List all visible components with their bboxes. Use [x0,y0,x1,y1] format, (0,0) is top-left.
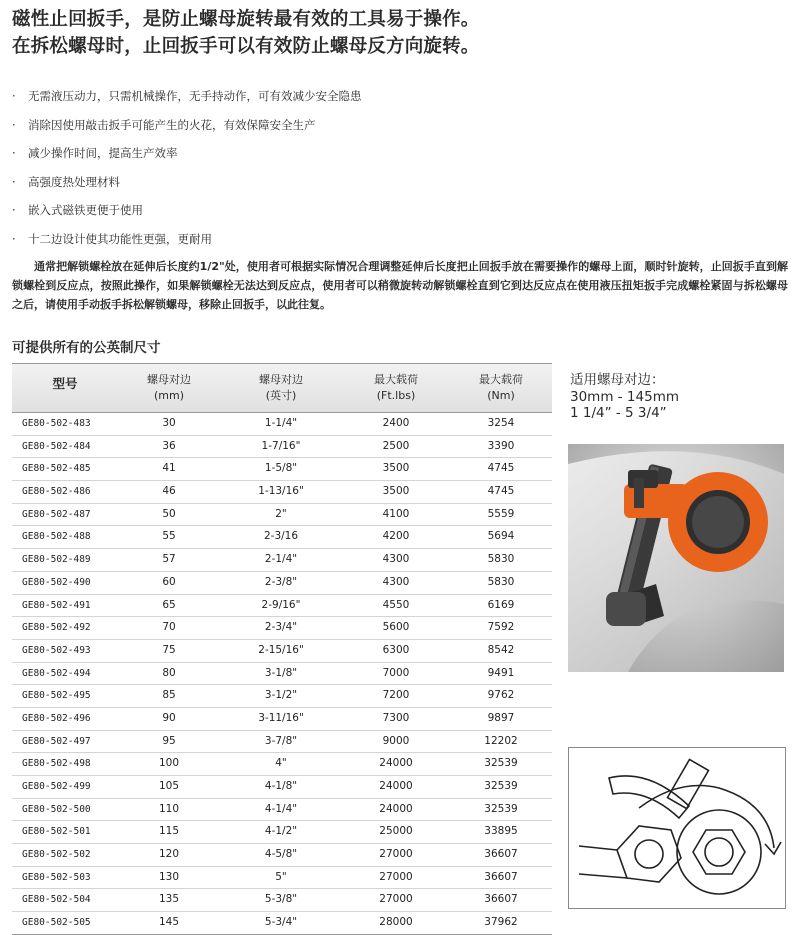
table-row [12,821,552,844]
cell-mm: 90 [162,711,176,724]
table-row [12,481,552,504]
cell-inch: 4" [275,757,287,770]
bullet-dot: · [12,117,16,132]
cell-mm: 46 [162,485,176,498]
cell-inch: 1-7/16" [261,439,301,452]
cell-nm: 36607 [484,848,518,861]
header-inch-unit: (英寸) [265,389,297,402]
table-row [12,549,552,572]
cell-nm: 9491 [487,666,515,679]
cell-model: GE80-502-485 [22,463,91,475]
cell-inch: 4-1/8" [264,780,298,792]
table-row [12,663,552,686]
product-photo [568,444,784,672]
table-row [12,526,552,549]
header-mm-unit: (mm) [153,389,184,402]
header-ftlbs-label: 最大载荷 [374,373,418,386]
cell-model: GE80-502-504 [22,894,91,906]
cell-nm: 37962 [484,916,518,929]
feature-list [12,88,772,259]
cell-inch: 1-13/16" [258,485,304,498]
cell-ftlbs: 3500 [382,462,410,475]
cell-mm: 95 [162,734,176,747]
cell-inch: 5-3/8" [264,893,298,906]
applicable-inch-range: 1 1/4” - 5 3/4” [570,405,667,421]
table-row [12,889,552,912]
cell-ftlbs: 6300 [382,643,410,656]
cell-ftlbs: 4300 [382,553,410,566]
cell-model: GE80-502-488 [22,531,91,543]
technical-drawing [568,747,786,909]
cell-model: GE80-502-502 [22,849,91,861]
cell-inch: 2-1/4" [264,553,298,566]
header-model: 型号 [52,376,78,391]
table-row [12,572,552,595]
cell-mm: 41 [162,462,176,475]
cell-ftlbs: 7300 [382,711,410,724]
table-header [12,363,552,413]
rotation-arc [639,786,774,849]
cell-mm: 85 [162,689,176,702]
headline-line-1: 磁性止回扳手，是防止螺母旋转最有效的工具易于操作。 [12,9,480,30]
header-ftlbs [342,372,450,404]
cell-inch: 4-1/2" [264,825,298,838]
cell-nm: 7592 [487,621,515,634]
cell-ftlbs: 3500 [382,485,410,498]
header-nm-label: 最大载荷 [479,373,523,386]
table-row [12,595,552,618]
cell-nm: 3390 [487,439,515,452]
cell-ftlbs: 25000 [379,825,413,838]
feature-item [12,174,772,203]
feature-item [12,117,772,146]
cell-model: GE80-502-483 [22,418,91,429]
right-nut [693,830,745,874]
cell-mm: 105 [158,780,180,792]
table-row [12,753,552,776]
wrench-ring [677,810,761,894]
feature-item [12,202,772,231]
cell-ftlbs: 24000 [379,780,413,792]
table-row [12,731,552,754]
cell-model: GE80-502-495 [22,690,91,702]
cell-mm: 145 [158,916,180,929]
feature-text: 嵌入式磁铁更便于使用 [28,203,143,217]
cell-mm: 36 [162,439,176,452]
cell-inch: 5-3/4" [264,916,298,929]
table-row [12,776,552,799]
table-row [12,867,552,890]
feature-text: 高强度热处理材料 [28,174,120,189]
cell-inch: 3-1/8" [264,666,298,679]
cell-ftlbs: 27000 [379,848,413,861]
cell-ftlbs: 4300 [382,575,410,588]
cell-nm: 33895 [484,825,518,838]
cell-ftlbs: 28000 [379,916,413,929]
cell-inch: 4-1/4" [264,802,298,815]
cell-mm: 130 [158,870,180,883]
bullet-dot: · [12,231,16,246]
left-nut [617,826,681,882]
cell-inch: 2-3/4" [264,621,298,634]
cell-model: GE80-502-503 [22,871,91,883]
table-row [12,844,552,867]
cell-nm: 5830 [487,553,515,566]
cell-inch: 3-1/2" [264,689,298,702]
bullet-dot: · [12,89,16,103]
cell-model: GE80-502-501 [22,826,91,838]
cell-ftlbs: 4100 [382,507,410,520]
cell-inch: 2-3/8" [264,575,298,588]
applicable-mm-range: 30mm - 145mm [570,388,680,405]
table-row [12,640,552,663]
cell-mm: 50 [162,507,176,520]
cell-model: GE80-502-486 [22,486,91,498]
cell-model: GE80-502-487 [22,508,91,520]
cell-ftlbs: 2400 [382,417,410,429]
feature-item [12,145,772,174]
cell-model: GE80-502-489 [22,554,91,566]
header-mm-label: 螺母对边 [147,373,191,386]
cell-ftlbs: 4200 [382,530,410,543]
table-row [12,708,552,731]
cell-inch: 2-9/16" [261,598,301,611]
cell-mm: 30 [162,417,176,429]
cell-ftlbs: 27000 [379,870,413,883]
cell-nm: 32539 [484,802,518,815]
headline-line-2: 在拆松螺母时，止回扳手可以有效防止螺母反方向旋转。 [12,36,480,57]
cell-nm: 5559 [487,507,515,520]
cell-nm: 6169 [487,598,515,611]
cell-mm: 60 [162,575,176,588]
header-ftlbs-unit: (Ft.lbs) [376,389,416,402]
cell-model: GE80-502-499 [22,781,91,792]
feature-text: 消除因使用敲击扳手可能产生的火花，有效保障安全生产 [28,117,316,132]
applicable-range [570,372,790,422]
header-inch [220,372,342,404]
size-table [12,363,552,935]
cell-nm: 3254 [487,417,515,429]
header-mm [118,372,220,404]
cell-mm: 75 [162,643,176,656]
feature-item [12,88,772,117]
table-row [12,912,552,935]
cell-ftlbs: 7000 [382,666,410,679]
cell-mm: 70 [162,621,176,634]
cell-mm: 135 [158,893,180,906]
wrench-photo-illustration [568,444,784,672]
cell-ftlbs: 2500 [382,439,410,452]
table-row [12,617,552,640]
feature-text: 无需液压动力，只需机械操作，无手持动作，可有效减少安全隐患 [28,89,362,103]
cell-model: GE80-502-500 [22,803,91,815]
cell-nm: 36607 [484,893,518,906]
section-title: 可提供所有的公英制尺寸 [12,340,161,356]
header-nm-unit: (Nm) [487,389,515,402]
cell-inch: 5" [275,870,287,883]
bullet-dot: · [12,174,16,189]
cell-inch: 2" [275,507,287,520]
cell-nm: 5694 [487,530,515,543]
cell-mm: 55 [162,530,176,543]
cell-mm: 80 [162,666,176,679]
cell-nm: 36607 [484,870,518,883]
cell-ftlbs: 7200 [382,689,410,702]
table-row [12,799,552,822]
cell-mm: 57 [162,553,176,566]
header-inch-label: 螺母对边 [259,373,303,386]
cell-model: GE80-502-496 [22,712,91,724]
cell-model: GE80-502-497 [22,735,91,747]
applicable-title: 适用螺母对边： [570,372,665,388]
cell-nm: 4745 [487,462,515,475]
cell-nm: 12202 [484,734,518,747]
cell-model: GE80-502-492 [22,622,91,634]
cell-model: GE80-502-493 [22,644,91,656]
feature-text: 减少操作时间，提高生产效率 [28,146,178,160]
cell-model: GE80-502-494 [22,667,91,679]
cell-mm: 110 [158,802,180,815]
feature-item [12,231,772,260]
cell-ftlbs: 24000 [379,802,413,815]
cell-nm: 8542 [487,643,515,656]
cell-model: GE80-502-505 [22,917,91,929]
cell-inch: 4-5/8" [264,848,298,861]
bullet-dot: · [12,203,16,217]
table-row [12,436,552,459]
cell-nm: 32539 [484,757,518,770]
bolt-outline [667,759,708,808]
cell-inch: 1-1/4" [264,417,298,429]
cell-ftlbs: 5600 [382,621,410,634]
cell-model: GE80-502-491 [22,599,91,611]
cell-model: GE80-502-498 [22,758,91,770]
cell-mm: 65 [162,598,176,611]
cell-model: GE80-502-490 [22,576,91,588]
table-body [12,413,552,935]
cell-inch: 2-15/16" [258,643,304,656]
feature-text: 十二边设计使其功能性更强，更耐用 [28,231,212,246]
cell-mm: 115 [158,825,180,838]
cell-inch: 3-7/8" [264,734,298,747]
cell-ftlbs: 24000 [379,757,413,770]
header-nm [450,372,552,404]
table-row [12,685,552,708]
cell-mm: 100 [158,757,180,770]
usage-paragraph: 通常把解锁螺栓放在延伸后长度约1/2"处，使用者可根据实际情况合理调整延伸后长度把止回扳手放在需要操作的螺母上面，顺时针旋转，止回扳手直到解锁螺栓到反应点，按照此操作，如果解锁螺栓无法达到反应点，使用者可以稍微旋转动解锁螺栓直到它到达反应点在使用液压扭矩扳手完成螺栓紧固与拆松螺母之后，请使用手动扳手拆松解锁螺母，移除止回扳手，以此往复。 [12,260,788,312]
cell-nm: 5830 [487,575,515,588]
table-row [12,413,552,436]
cell-nm: 9897 [487,711,515,724]
cell-ftlbs: 9000 [382,734,410,747]
cell-ftlbs: 4550 [382,598,410,611]
table-row [12,504,552,527]
bullet-dot: · [12,146,16,160]
cell-nm: 32539 [484,780,518,792]
table-row [12,458,552,481]
headline [12,6,772,60]
cell-ftlbs: 27000 [379,893,413,906]
cell-mm: 120 [158,848,180,861]
cell-inch: 1-5/8" [264,462,298,475]
cell-nm: 4745 [487,485,515,498]
wrench-line-drawing [569,748,785,908]
cell-inch: 2-3/16 [263,530,299,543]
cell-inch: 3-11/16" [258,711,304,724]
cell-nm: 9762 [487,689,515,702]
cell-model: GE80-502-484 [22,440,91,452]
